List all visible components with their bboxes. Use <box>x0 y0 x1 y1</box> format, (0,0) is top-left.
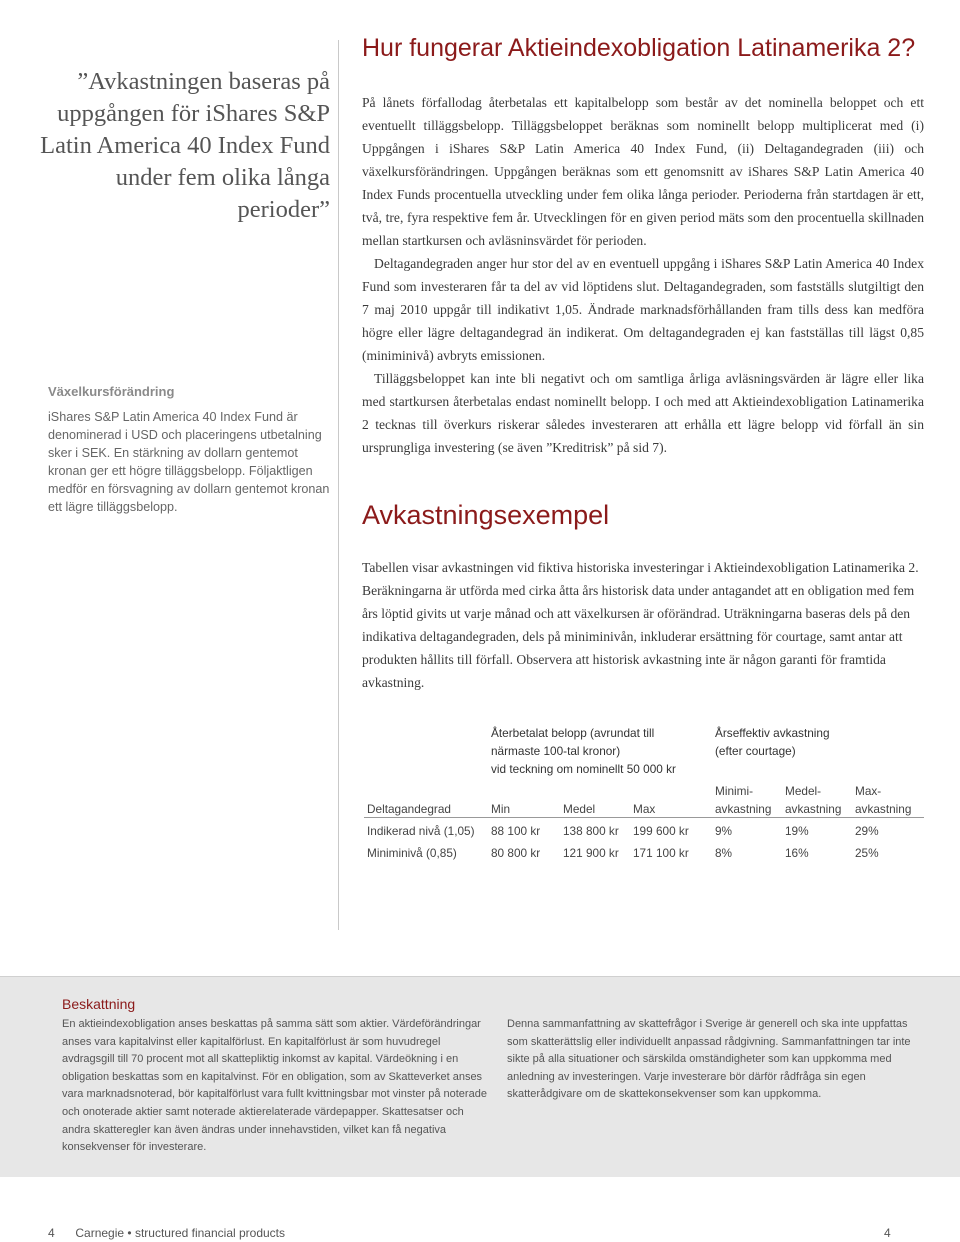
example-heading: Avkastningsexempel <box>362 500 610 530</box>
footer-text: Carnegie • structured financial products <box>75 1226 286 1240</box>
table-cell: 8% <box>715 846 733 860</box>
table-cell: Miniminivå (0,85) <box>367 846 457 860</box>
tax-heading: Beskattning <box>62 996 136 1012</box>
table-cell: 9% <box>715 824 733 838</box>
footer <box>48 1226 285 1240</box>
main-body <box>362 91 924 459</box>
table-cell: 80 800 kr <box>491 846 541 860</box>
main-paragraph-3: Tilläggsbeloppet kan inte bli negativt och om samtliga årliga avläsningsvärden är lägre eller lika med startkursen återbetalas endast nominellt belopp. I och med att Aktieindexobligation Latinamerika 2 tecknas till överkurs riskerar således investeraren att erhålla ett lägre belopp vid förfall än sin ursprungliga investering (se även ”Kreditrisk” på sid 7). <box>362 371 924 455</box>
tax-text-left: En aktieindexobligation anses beskattas på samma sätt som aktier. Värdeförändringar anses vara kapitalvinst eller kapitalförlust. En kapitalförlust är som huvudregel avdragsgill till 70 procent mot all skattepliktig inkomst av kapital. Värdeökning i en obligation beskattas som en kapitalvinst. För en obligation, som av Skatteverket anses vara marknadsnoterad, bör kapitalförlust vara fullt kvittningsbar mot vinster på noterade och onoterade aktier samt noterade aktierelaterade värdepapper. Skattesatser och andra skatteregler kan även ändras under innehavstiden, vilket kan få negativa konsekvenser för investerare. <box>62 1018 487 1154</box>
sidebar-heading: Växelkursförändring <box>48 384 175 399</box>
table-col-header: Max <box>633 802 656 816</box>
table-col-header: Deltagandegrad <box>367 802 451 816</box>
table-col-header: avkastning <box>785 802 842 816</box>
main-paragraph-2: Deltagandegraden anger hur stor del av en eventuell uppgång i iShares S&P Latin America 40 Index Fund som investeraren får ta del av vid löptidens slut. Deltagandegraden, som fastställs slutgiltigt den 7 maj 2010 uppgår till indikativt 1,05. Ändrade marknadsförhållanden fram tills dess kan medföra högre eller lägre deltagandegrad än indikerat. Om deltagandegraden ej kan fastställas till lägst 0,85 (miniminivå) avbryts emissionen. <box>362 256 924 363</box>
table-col-header: Min <box>491 802 511 816</box>
table-col-header: avkastning <box>855 802 912 816</box>
table-cell: Indikerad nivå (1,05) <box>367 824 475 838</box>
table-col-header: Medel- <box>785 784 822 798</box>
table-header-rule <box>364 817 924 818</box>
table-cell: 25% <box>855 846 879 860</box>
table-cell: 199 600 kr <box>633 824 689 838</box>
sidebar-text: iShares S&P Latin America 40 Index Fund är denominerad i USD och placeringens utbetalning sker i SEK. En stärkning av dollarn gentemot kronan ger ett högre tilläggsbelopp. Följaktligen medför en försvagning av dollarn gentemot kronan ett lägre tilläggsbelopp. <box>48 410 330 514</box>
table-cell: 88 100 kr <box>491 824 541 838</box>
table-cell: 19% <box>785 824 809 838</box>
table-cell: 121 900 kr <box>563 846 619 860</box>
tax-text-right: Denna sammanfattning av skattefrågor i Sverige är generell och ska inte uppfattas som skatterättslig eller individuellt anpassad rådgivning. Sammanfattningen tar inte sikte på alla situationer och särskilda omständigheter som kan uppkomma med anledning av investeringen. Varje investerare bör därför rådfråga sin egen skatterådgivare om de skattekonsekvenser som kan uppkomma. <box>507 1018 911 1101</box>
table-group-header-annual-return: Årseffektiv avkastning (efter courtage) <box>715 726 830 758</box>
example-body <box>362 556 924 694</box>
table-col-header: Minimi- <box>715 784 754 798</box>
table-cell: 16% <box>785 846 809 860</box>
table-col-header: Max- <box>855 784 882 798</box>
table-cell: 138 800 kr <box>563 824 619 838</box>
main-paragraph-1: På lånets förfallodag återbetalas ett kapitalbelopp som består av det nominella beloppet och ett eventuellt tilläggsbelopp. Tilläggsbeloppet beräknas som nominellt belopp multiplicerat med (i) Uppgången i iShares S&P Latin America 40 Index Fund, (ii) Deltagandegraden (iii) och växelkursförändringen. Uppgången beräknas som ett genomsnitt av iShares S&P Latin America 40 Index Funds procentuella utveckling under fem olika långa perioder. Perioderna från startdagen är ett, två, tre, fyra respektive fem år. Utvecklingen för en given period mäts som den procentuella skillnaden mellan startkursen och avläsninsvärdet för perioden. <box>362 95 924 248</box>
table-cell: 29% <box>855 824 879 838</box>
table-col-header: avkastning <box>715 802 772 816</box>
example-paragraph: Tabellen visar avkastningen vid fiktiva historiska investeringar i Aktieindexobligation Latinamerika 2. Beräkningarna är utförda med cirka åtta års historisk data under antagandet att en obligation med fem års löptid givits ut varje månad och att växelkursen är oförändrad. Uträkningarna baseras dels på den indikativa deltagandegraden, dels på miniminivån, inkluderar ersättning för courtage, samt antar att produkten hållits till förfall. Observera att historisk avkastning inte är någon garanti för framtida avkastning. <box>362 560 919 690</box>
pull-quote: ”Avkastningen baseras på uppgången för iShares S&P Latin America 40 Index Fund under fem olika långa perioder” <box>40 68 330 223</box>
main-heading: Hur fungerar Aktieindexobligation Latinamerika 2? <box>362 34 916 62</box>
table-cell: 171 100 kr <box>633 846 689 860</box>
page-number-left: 4 <box>48 1226 55 1240</box>
page-number-right: 4 <box>884 1226 891 1240</box>
table-col-header: Medel <box>563 802 596 816</box>
column-divider <box>338 40 339 930</box>
table-group-header-repayment: Återbetalat belopp (avrundat till närmaste 100-tal kronor) vid teckning om nominellt 50 000 kr <box>491 726 676 776</box>
